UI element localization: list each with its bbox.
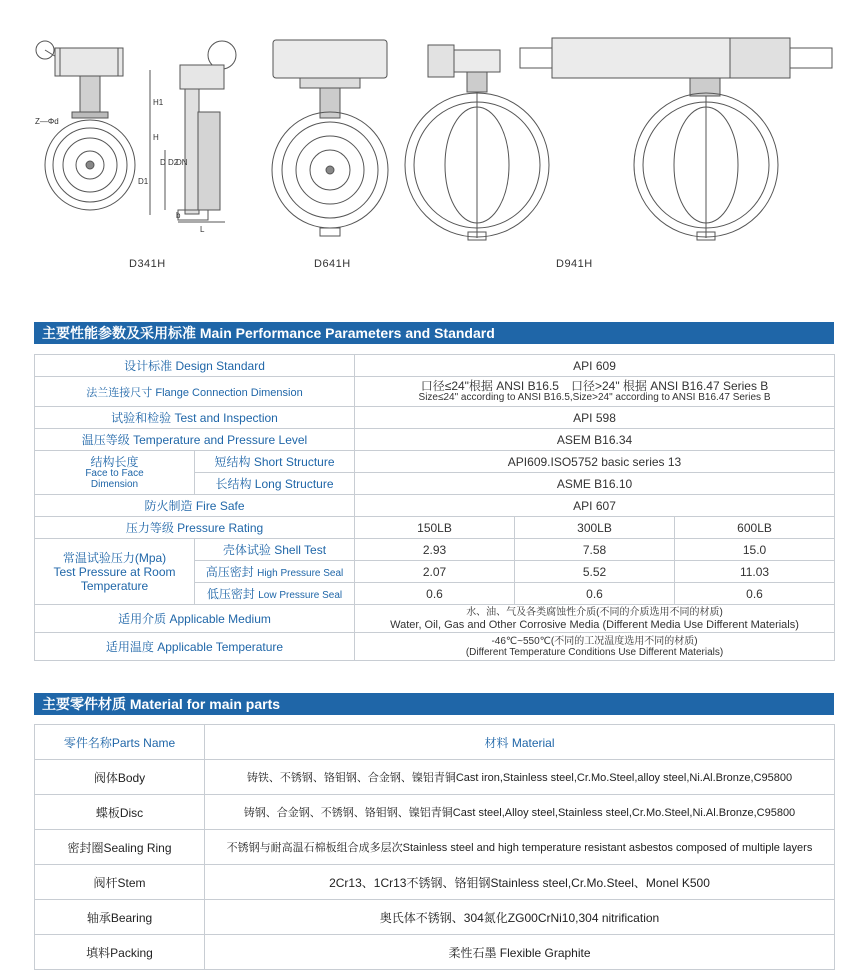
fire-safe-value: API 607 [355, 495, 835, 517]
flange-value-line1: 口径≤24"根据 ANSI B16.5 口径>24" 根据 ANSI B16.47 Series B [420, 379, 769, 393]
table-row [35, 605, 835, 633]
high-seal-300: 5.52 [515, 561, 675, 583]
material-table [34, 724, 835, 970]
table-row [35, 355, 835, 377]
table-row [35, 760, 835, 795]
valve-drawings [0, 0, 860, 300]
medium-value-line2: Water, Oil, Gas and Other Corrosive Media (Different Media Use Different Materials) [390, 618, 799, 631]
test-pressure-label-line1: 常温试验压力(Mpa) [62, 550, 167, 565]
annotation-d: D [160, 158, 166, 167]
table-row [35, 830, 835, 865]
face-to-face-label-en1: Face to Face [85, 467, 144, 479]
table-row [35, 407, 835, 429]
table-row [35, 451, 835, 473]
d341h-side-view [150, 41, 236, 222]
material-bearing: 奥氏体不锈钢、304氮化ZG00CrNi10,304 nitrification [205, 900, 835, 935]
table-row [35, 865, 835, 900]
table-row [35, 377, 835, 407]
material-stem: 2Cr13、1Cr13不锈钢、铬钼钢Stainless steel,Cr.Mo.Steel、Monel K500 [205, 865, 835, 900]
table-row [35, 539, 835, 561]
temp-pressure-label: 温压等级 Temperature and Pressure Level [35, 429, 355, 451]
design-standard-value: API 609 [355, 355, 835, 377]
model-label-d641h: D641H [314, 258, 351, 270]
annotation-d2: D2 [168, 158, 179, 167]
pressure-rating-300: 300LB [515, 517, 675, 539]
test-pressure-label [35, 539, 195, 605]
high-seal-150: 2.07 [355, 561, 515, 583]
flange-value [355, 377, 835, 407]
medium-value [355, 605, 835, 633]
table-row [35, 795, 835, 830]
face-to-face-label [35, 451, 195, 495]
medium-value-line1: 水、油、气及各类腐蚀性介质(不同的介质选用不同的材质) [466, 606, 723, 618]
part-bearing: 轴承Bearing [35, 900, 205, 935]
flange-label: 法兰连接尺寸 Flange Connection Dimension [35, 377, 355, 407]
medium-label: 适用介质 Applicable Medium [35, 605, 355, 633]
table-row [35, 900, 835, 935]
low-seal-600: 0.6 [675, 583, 835, 605]
test-inspection-value: API 598 [355, 407, 835, 429]
material-header: 材料 Material [205, 725, 835, 760]
high-pressure-seal-label-cn: 高压密封 [205, 565, 254, 579]
part-packing: 填料Packing [35, 935, 205, 970]
valve-drawings-svg [0, 0, 860, 300]
material-section-title: 主要零件材质 Material for main parts [34, 693, 834, 715]
d941h-pneumatic-drawing [520, 38, 832, 240]
annotation-z-phi-d: Z—Φd [35, 117, 59, 126]
part-disc: 蝶板Disc [35, 795, 205, 830]
fire-safe-label: 防火制造 Fire Safe [35, 495, 355, 517]
short-structure-label: 短结构 Short Structure [195, 451, 355, 473]
long-structure-label: 长结构 Long Structure [195, 473, 355, 495]
low-seal-150: 0.6 [355, 583, 515, 605]
annotation-dn: DN [176, 158, 188, 167]
low-pressure-seal-label-cn: 低压密封 [206, 587, 255, 601]
d941h-electric-drawing [405, 45, 549, 240]
table-row [35, 517, 835, 539]
part-body: 阀体Body [35, 760, 205, 795]
high-pressure-seal-label-en: High Pressure Seal [257, 568, 344, 579]
test-pressure-label-line2: Test Pressure at Room [53, 564, 176, 579]
long-structure-value: ASME B16.10 [355, 473, 835, 495]
table-row [35, 495, 835, 517]
high-seal-600: 11.03 [675, 561, 835, 583]
pressure-rating-150: 150LB [355, 517, 515, 539]
part-stem: 阀杆Stem [35, 865, 205, 900]
annotation-d1: D1 [138, 177, 149, 186]
flange-value-line2: Size≤24" according to ANSI B16.5,Size>24" according to ANSI B16.47 Series B [418, 392, 771, 403]
table-row [35, 725, 835, 760]
face-to-face-label-en2: Dimension [90, 478, 139, 490]
shell-test-150: 2.93 [355, 539, 515, 561]
part-sealing-ring: 密封圈Sealing Ring [35, 830, 205, 865]
d641h-drawing [272, 40, 388, 236]
temperature-value-line2: (Different Temperature Conditions Use Different Materials) [465, 646, 724, 658]
annotation-h1: H1 [153, 98, 164, 107]
model-label-d941h: D941H [556, 258, 593, 270]
high-pressure-seal-label [195, 561, 355, 583]
parts-name-header: 零件名称Parts Name [35, 725, 205, 760]
temp-pressure-value: ASEM B16.34 [355, 429, 835, 451]
material-sealing-ring: 不锈钢与耐高温石棉板组合成多层次Stainless steel and high temperature resistant asbestos composed of multiple layers [205, 830, 835, 865]
material-packing: 柔性石墨 Flexible Graphite [205, 935, 835, 970]
annotation-l: L [200, 225, 205, 234]
performance-section-title: 主要性能参数及采用标准 Main Performance Parameters and Standard [34, 322, 834, 344]
face-to-face-label-cn: 结构长度 [90, 454, 139, 469]
low-pressure-seal-label-en: Low Pressure Seal [258, 590, 343, 601]
temperature-label: 适用温度 Applicable Temperature [35, 633, 355, 661]
test-inspection-label: 试验和检验 Test and Inspection [35, 407, 355, 429]
material-body: 铸铁、不锈钢、铬钼钢、合金钢、镍铝青铜Cast iron,Stainless steel,Cr.Mo.Steel,alloy steel,Ni.Al.Bronze,C95800 [205, 760, 835, 795]
low-pressure-seal-label [195, 583, 355, 605]
shell-test-600: 15.0 [675, 539, 835, 561]
temperature-value-line1: -46℃~550℃(不同的工况温度选用不同的材质) [491, 635, 698, 647]
performance-table [34, 354, 835, 661]
annotation-h: H [153, 133, 159, 142]
test-pressure-label-line3: Temperature [80, 578, 149, 593]
annotation-b: b [176, 211, 181, 220]
low-seal-300: 0.6 [515, 583, 675, 605]
shell-test-300: 7.58 [515, 539, 675, 561]
shell-test-label: 壳体试验 Shell Test [195, 539, 355, 561]
pressure-rating-label: 压力等级 Pressure Rating [35, 517, 355, 539]
table-row [35, 429, 835, 451]
model-label-d341h: D341H [129, 258, 166, 270]
table-row [35, 935, 835, 970]
material-disc: 铸钢、合金钢、不锈钢、铬钼钢、镍铝青铜Cast steel,Alloy steel,Stainless steel,Cr.Mo.Steel,Ni.Al.Bronze,C95800 [205, 795, 835, 830]
temperature-value [355, 633, 835, 661]
pressure-rating-600: 600LB [675, 517, 835, 539]
design-standard-label: 设计标准 Design Standard [35, 355, 355, 377]
table-row [35, 633, 835, 661]
short-structure-value: API609.ISO5752 basic series 13 [355, 451, 835, 473]
